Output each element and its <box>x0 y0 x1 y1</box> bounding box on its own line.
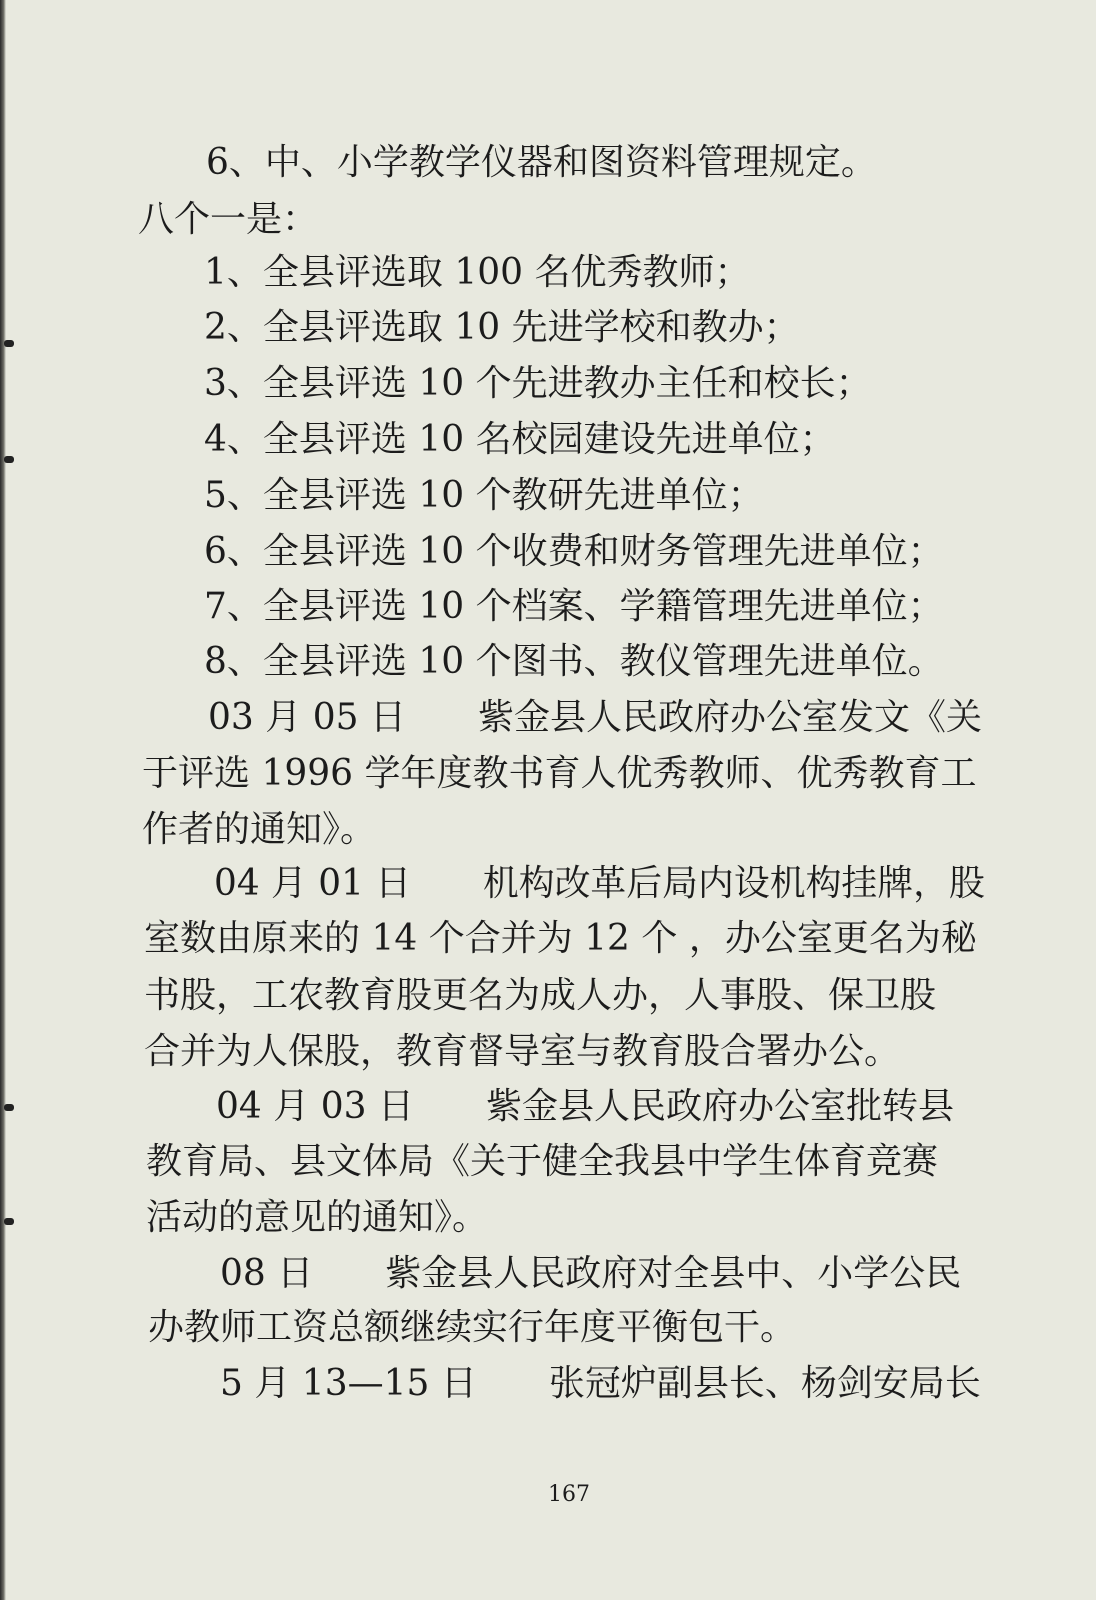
punch-hole-mark <box>4 1218 14 1225</box>
text-line: 书股，工农教育股更名为成人办，人事股、保卫股 <box>144 975 937 1016</box>
page-number: 167 <box>548 1482 590 1507</box>
text-line: 作者的通知》。 <box>142 809 377 850</box>
text-line: 04 月 01 日 机构改革后局内设机构挂牌，股 <box>214 863 985 904</box>
text-line: 于评选 1996 学年度教书育人优秀教师、优秀教育工 <box>142 753 977 794</box>
text-line: 7、全县评选 10 个档案、学籍管理先进单位； <box>204 586 944 627</box>
text-line: 3、全县评选 10 个先进教办主任和校长； <box>204 363 872 404</box>
text-line: 5、全县评选 10 个教研先进单位； <box>204 475 764 516</box>
text-line: 办教师工资总额继续实行年度平衡包干。 <box>148 1307 797 1348</box>
punch-hole-mark <box>4 340 14 347</box>
text-line: 08 日 紫金县人民政府对全县中、小学公民 <box>220 1253 962 1294</box>
punch-hole-mark <box>4 456 14 463</box>
text-line: 合并为人保股，教育督导室与教育股合署办公。 <box>144 1031 901 1072</box>
text-line: 04 月 03 日 紫金县人民政府办公室批转县 <box>216 1086 954 1127</box>
text-line: 八个一是： <box>138 199 319 240</box>
text-line: 6、全县评选 10 个收费和财务管理先进单位； <box>204 531 944 572</box>
text-line: 4、全县评选 10 名校园建设先进单位； <box>204 419 836 460</box>
text-line: 03 月 05 日 紫金县人民政府办公室发文《关 <box>208 697 982 738</box>
text-line: 8、全县评选 10 个图书、教仪管理先进单位。 <box>204 641 944 682</box>
text-line: 1、全县评选取 100 名优秀教师； <box>204 252 751 293</box>
text-line: 活动的意见的通知》。 <box>146 1197 489 1238</box>
text-line: 室数由原来的 14 个合并为 12 个 ，办公室更名为秘 <box>144 918 977 959</box>
punch-hole-mark <box>4 1104 14 1111</box>
text-line: 5 月 13—15 日 张冠炉副县长、杨剑安局长 <box>220 1363 981 1404</box>
text-line: 教育局、县文体局《关于健全我县中学生体育竞赛 <box>146 1141 939 1182</box>
page-left-edge <box>0 0 6 1600</box>
text-line: 6、中、小学教学仪器和图资料管理规定。 <box>206 142 877 183</box>
text-line: 2、全县评选取 10 先进学校和教办； <box>204 307 800 348</box>
